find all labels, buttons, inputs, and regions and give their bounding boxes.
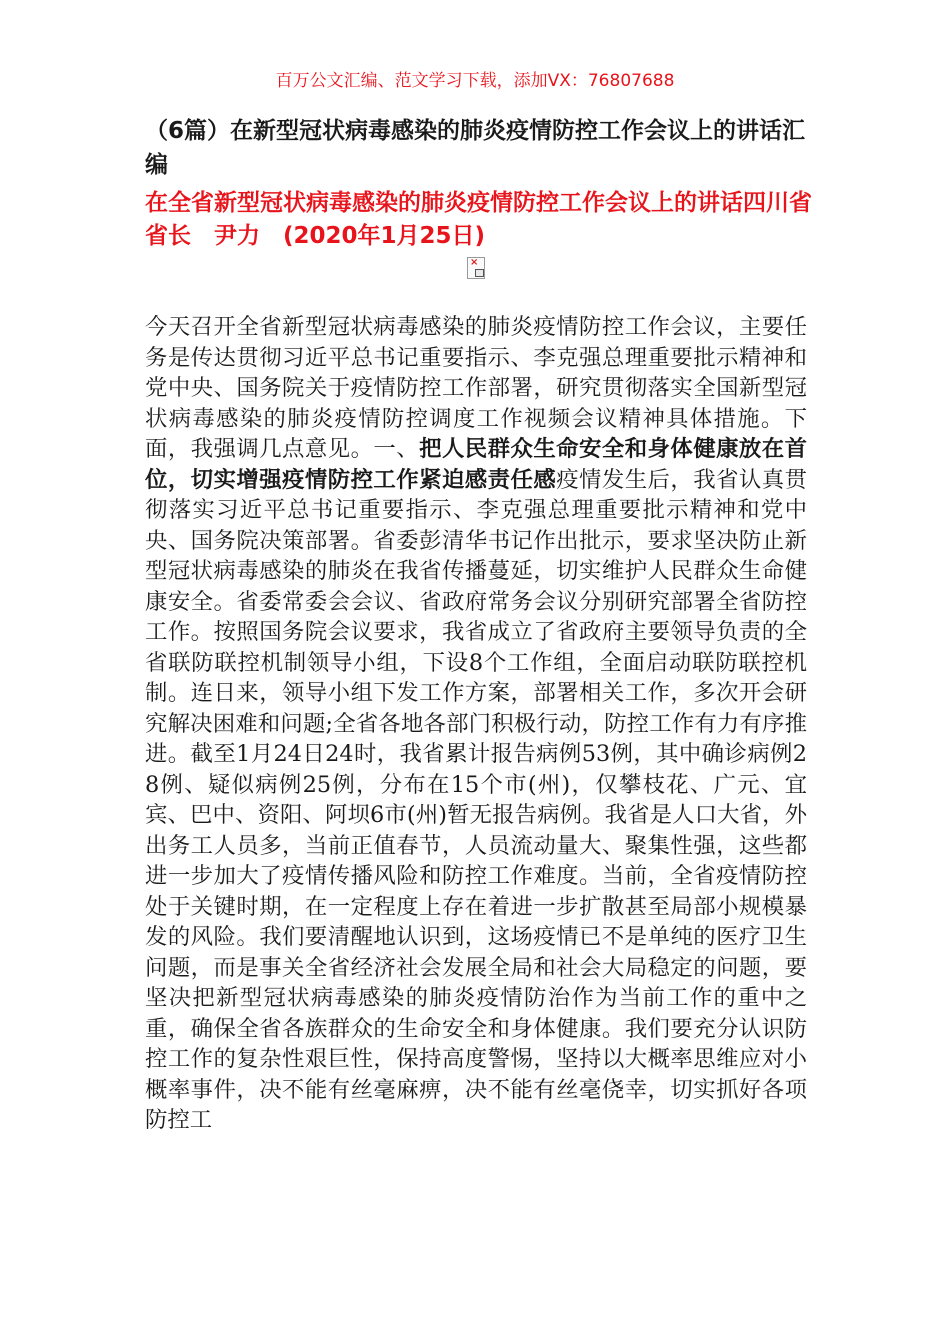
body-intro: 今天召开全省新型冠状病毒感染的肺炎疫情防控工作会议，主要任务是传达贯彻习近平总书记重要指示、李克强总理重要批示精神和党中央、国务院关于疫情防控工作部署，研究贯彻落实全国新型冠状病毒感染的肺炎疫情防控调度工作视频会议精神具体措施。下面，我强调几点意见。一、 [145,314,807,462]
promo-header: 百万公文汇编、范文学习下载，添加VX：76807688 [275,71,675,91]
broken-image-icon [467,257,485,279]
speech-title: 在全省新型冠状病毒感染的肺炎疫情防控工作会议上的讲话四川省省长 尹力 (2020年1月25日) [145,190,812,249]
image-placeholder-box [475,269,484,277]
x-mark-icon: × [470,257,479,268]
section-heading: 把人民群众生命安全和身体健康放在首位，切实增强疫情防控工作紧迫感责任感 [145,436,808,493]
body-rest: 疫情发生后，我省认真贯彻落实习近平总书记重要指示、李克强总理重要批示精神和党中央、国务院决策部署。省委彭清华书记作出批示，要求坚决防止新型冠状病毒感染的肺炎在我省传播蔓延，切实维护人民群众生命健康安全。省委常委会会议、省政府常务会议分别研究部署全省防控工作。按照国务院会议要求，我省成立了省政府主要领导负责的全省联防联控机制领导小组，下设8个工作组，全面启动联防联控机制。连日来，领导小组下发工作方案，部署相关工作，多次开会研究解决困难和问题;全省各地各部门积极行动，防控工作有力有序推进。截至1月24日24时，我省累计报告病例53例，其中确诊病例28例、疑似病例25例，分布在15个市(州)，仅攀枝花、广元、宜宾、巴中、资阳、阿坝6市(州)暂无报告病例。我省是人口大省，外出务工人员多，当前正值春节，人员流动量大、聚集性强，这些都进一步加大了疫情传播风险和防控工作难度。当前，全省疫情防控处于关键时期，在一定程度上存在着进一步扩散甚至局部小规模暴发的风险。我们要清醒地认识到，这场疫情已不是单纯的医疗卫生问题，而是事关全省经济社会发展全局和社会大局稳定的问题，要坚决把新型冠状病毒感染的肺炎疫情防治作为当前工作的重中之重，确保全省各族群众的生命安全和身体健康。我们要充分认识防控工作的复杂性艰巨性，保持高度警惕，坚持以大概率思维应对小概率事件，决不能有丝毫麻痹，决不能有丝毫侥幸，切实抓好各项防控工 [145,466,808,1133]
document-title: （6篇）在新型冠状病毒感染的肺炎疫情防控工作会议上的讲话汇编 [145,118,806,178]
body-paragraph [145,312,807,1136]
